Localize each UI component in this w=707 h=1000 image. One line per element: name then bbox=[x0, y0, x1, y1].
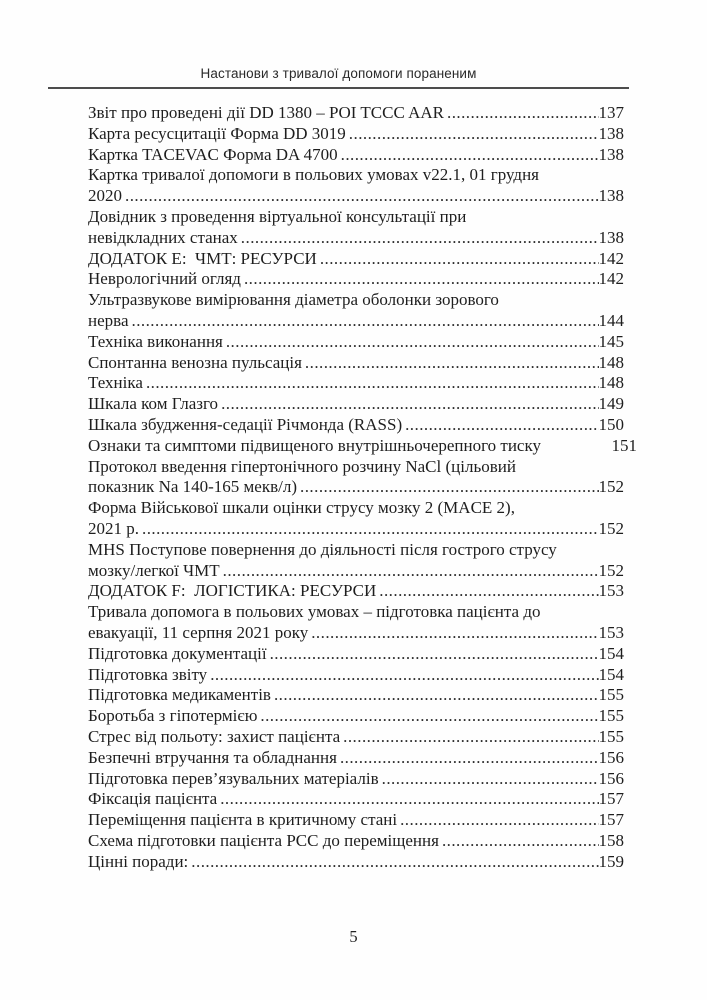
toc-entry-page-number: 153 bbox=[598, 581, 624, 601]
toc-dot-leader bbox=[129, 311, 599, 332]
toc-entry bbox=[88, 165, 637, 207]
toc-entry bbox=[88, 727, 637, 748]
toc-entry-line bbox=[88, 852, 637, 873]
toc-entry-title: Звіт про проведені дії DD 1380 – POI TCCC AAR bbox=[88, 103, 444, 122]
toc-entry-title: Боротьба з гіпотермією bbox=[88, 706, 258, 726]
toc-list bbox=[88, 103, 637, 872]
toc-entry bbox=[88, 665, 637, 686]
toc-entry-title: Довідник з проведення віртуальної консультації при bbox=[88, 206, 467, 226]
toc-dot-leader bbox=[188, 852, 598, 873]
toc-dot-leader bbox=[241, 269, 599, 290]
toc-entry-title: Ультразвукове вимірювання діаметра оболонки зорового bbox=[88, 290, 499, 310]
toc-entry bbox=[88, 207, 637, 249]
toc-entry-line bbox=[88, 769, 637, 790]
toc-entry-line bbox=[88, 332, 637, 353]
toc-entry-title: Стрес від польоту: захист пацієнта bbox=[88, 726, 341, 746]
toc-dot-leader bbox=[444, 103, 599, 124]
toc-entry-page-number: 138 bbox=[598, 123, 624, 143]
toc-entry-title: Картка TACEVAC Форма DA 4700 bbox=[88, 144, 338, 164]
toc-entry-page-number: 138 bbox=[598, 186, 624, 206]
toc-dot-leader bbox=[257, 706, 598, 727]
toc-entry-title: Картка тривалої допомоги в польових умовах v22.1, 01 грудня bbox=[88, 165, 539, 185]
toc-dot-leader bbox=[338, 145, 599, 166]
toc-entry-page-number: 156 bbox=[598, 747, 624, 767]
toc-entry-title: Тривала допомога в польових умовах – підготовка пацієнта до bbox=[88, 602, 541, 622]
toc-dot-leader bbox=[143, 373, 599, 394]
toc-entry-title: Ознаки та симптоми підвищеного внутрішньочерепного тиску bbox=[88, 435, 541, 455]
toc-entry bbox=[88, 124, 637, 145]
toc-entry bbox=[88, 540, 637, 582]
toc-entry bbox=[88, 353, 637, 374]
toc-dot-leader bbox=[376, 581, 598, 602]
toc-entry bbox=[88, 436, 637, 457]
toc-dot-leader bbox=[346, 124, 599, 145]
toc-dot-leader bbox=[337, 748, 599, 769]
toc-entry-title: MHS Поступове повернення до діяльності після гострого струсу bbox=[88, 539, 557, 559]
toc-entry bbox=[88, 831, 637, 852]
toc-entry-line bbox=[88, 665, 637, 686]
toc-dot-leader bbox=[207, 665, 598, 686]
toc-entry-page-number: 153 bbox=[598, 622, 624, 642]
toc-entry-line bbox=[88, 706, 637, 727]
toc-entry-title: Схема підготовки пацієнта PCC до переміщення bbox=[88, 830, 439, 850]
toc-entry bbox=[88, 748, 637, 769]
toc-dot-leader bbox=[267, 644, 599, 665]
toc-dot-leader bbox=[122, 186, 599, 207]
toc-entry-title: Неврологічний огляд bbox=[88, 269, 241, 289]
toc-entry-wrap-line bbox=[88, 498, 637, 519]
toc-entry-page-number: 138 bbox=[598, 227, 624, 247]
toc-entry-title: невідкладних станах bbox=[88, 227, 238, 247]
toc-entry-title: Протокол введення гіпертонічного розчину NaCl (цільовий bbox=[88, 456, 516, 476]
toc-entry-title: Спонтанна венозна пульсація bbox=[88, 352, 302, 372]
toc-entry-line bbox=[88, 228, 637, 249]
toc-dot-leader bbox=[220, 561, 599, 582]
toc-entry-page-number: 152 bbox=[598, 518, 624, 538]
toc-entry-line bbox=[88, 249, 637, 270]
toc-entry-title: Безпечні втручання та обладнання bbox=[88, 747, 337, 767]
toc-dot-leader bbox=[217, 789, 598, 810]
toc-dot-leader bbox=[223, 332, 599, 353]
toc-entry-title: 2020 bbox=[88, 186, 122, 206]
toc-entry bbox=[88, 373, 637, 394]
toc-dot-leader bbox=[340, 727, 598, 748]
toc-entry-page-number: 144 bbox=[598, 310, 624, 330]
toc-entry-line bbox=[88, 373, 637, 394]
toc-entry-line bbox=[88, 103, 637, 124]
toc-entry-page-number: 155 bbox=[598, 706, 624, 726]
toc-entry-line bbox=[88, 415, 637, 436]
toc-entry bbox=[88, 457, 637, 499]
toc-entry-line bbox=[88, 124, 637, 145]
toc-entry-title: нерва bbox=[88, 310, 129, 330]
toc-entry bbox=[88, 145, 637, 166]
toc-entry-page-number: 142 bbox=[598, 248, 624, 268]
toc-entry bbox=[88, 789, 637, 810]
toc-entry-line bbox=[88, 436, 637, 457]
toc-entry-title: Підготовка звіту bbox=[88, 664, 208, 684]
toc-entry-title: Переміщення пацієнта в критичному стані bbox=[88, 810, 398, 830]
toc-dot-leader bbox=[302, 353, 599, 374]
toc-entry bbox=[88, 602, 637, 644]
toc-entry bbox=[88, 852, 637, 873]
toc-entry-wrap-line bbox=[88, 165, 637, 186]
toc-dot-leader bbox=[297, 477, 598, 498]
toc-dot-leader bbox=[308, 623, 598, 644]
toc-entry-line bbox=[88, 353, 637, 374]
toc-entry-page-number: 150 bbox=[598, 414, 624, 434]
toc-entry-page-number: 137 bbox=[598, 103, 624, 122]
toc-entry-line bbox=[88, 561, 637, 582]
toc-entry bbox=[88, 249, 637, 270]
toc-entry-line bbox=[88, 519, 637, 540]
toc-entry-wrap-line bbox=[88, 540, 637, 561]
toc-entry-page-number: 138 bbox=[598, 144, 624, 164]
toc-entry-line bbox=[88, 727, 637, 748]
toc-entry-page-number: 157 bbox=[598, 810, 624, 830]
toc-entry-line bbox=[88, 623, 637, 644]
toc-entry-title: ДОДАТОК E: ЧМТ: РЕСУРСИ bbox=[88, 248, 317, 268]
toc-entry bbox=[88, 810, 637, 831]
toc-entry-page-number: 158 bbox=[598, 830, 624, 850]
toc-entry-line bbox=[88, 831, 637, 852]
toc-entry-line bbox=[88, 477, 637, 498]
toc-entry-line bbox=[88, 789, 637, 810]
toc-entry-page-number: 148 bbox=[598, 373, 624, 393]
toc-entry-wrap-line bbox=[88, 207, 637, 228]
toc-entry bbox=[88, 685, 637, 706]
toc-entry-title: Фіксація пацієнта bbox=[88, 789, 218, 809]
toc-dot-leader bbox=[271, 685, 599, 706]
header-rule bbox=[48, 87, 629, 89]
toc-entry bbox=[88, 581, 637, 602]
toc-entry-page-number: 145 bbox=[598, 331, 624, 351]
toc-entry-page-number: 152 bbox=[598, 477, 624, 497]
toc-entry-line bbox=[88, 145, 637, 166]
page-number: 5 bbox=[349, 927, 358, 946]
toc-dot-leader bbox=[397, 810, 598, 831]
toc-entry bbox=[88, 103, 637, 124]
toc-entry-page-number: 142 bbox=[598, 269, 624, 289]
toc-entry-page-number: 159 bbox=[598, 851, 624, 871]
toc-entry-page-number: 154 bbox=[598, 664, 624, 684]
running-header: Настанови з тривалої допомоги пораненим bbox=[200, 66, 477, 81]
toc-dot-leader bbox=[379, 769, 599, 790]
toc-dot-leader bbox=[238, 228, 599, 249]
toc-entry-title: ДОДАТОК F: ЛОГІСТИКА: РЕСУРСИ bbox=[88, 581, 377, 601]
toc-dot-leader bbox=[139, 519, 599, 540]
toc-entry bbox=[88, 394, 637, 415]
toc-entry-title: Техніка bbox=[88, 373, 143, 393]
toc-entry-page-number: 156 bbox=[598, 768, 624, 788]
toc-entry-title: Підготовка медикаментів bbox=[88, 685, 271, 705]
toc-entry-title: Підготовка документації bbox=[88, 643, 267, 663]
toc-entry-page-number: 155 bbox=[598, 726, 624, 746]
toc-dot-leader bbox=[317, 249, 599, 270]
toc-entry-page-number: 149 bbox=[598, 394, 624, 414]
toc-entry-page-number: 157 bbox=[598, 789, 624, 809]
toc-entry-page-number: 154 bbox=[598, 643, 624, 663]
toc-entry-title: евакуації, 11 серпня 2021 року bbox=[88, 622, 309, 642]
toc-entry-title: Форма Військової шкали оцінки струсу мозку 2 (MACE 2), bbox=[88, 498, 515, 518]
toc-entry-title: 2021 р. bbox=[88, 518, 139, 538]
toc-dot-leader bbox=[439, 831, 599, 852]
toc-entry-title: Техніка виконання bbox=[88, 331, 223, 351]
toc-entry-title: Цінні поради: bbox=[88, 851, 189, 871]
toc-dot-leader bbox=[402, 415, 598, 436]
toc-entry-line bbox=[88, 685, 637, 706]
toc-entry-page-number: 148 bbox=[598, 352, 624, 372]
toc-entry-line bbox=[88, 311, 637, 332]
toc-entry-page-number: 152 bbox=[598, 560, 624, 580]
toc-entry bbox=[88, 415, 637, 436]
toc-entry-line bbox=[88, 394, 637, 415]
toc-entry bbox=[88, 269, 637, 290]
toc-entry-line bbox=[88, 581, 637, 602]
toc-entry bbox=[88, 332, 637, 353]
toc-entry bbox=[88, 644, 637, 665]
toc-entry-page-number: 151 bbox=[611, 435, 637, 455]
toc-entry-title: Шкала збудження-седації Річмонда (RASS) bbox=[88, 414, 403, 434]
toc-entry bbox=[88, 769, 637, 790]
toc-entry bbox=[88, 290, 637, 332]
toc-entry-page-number: 155 bbox=[598, 685, 624, 705]
toc-entry bbox=[88, 498, 637, 540]
toc-entry-line bbox=[88, 748, 637, 769]
toc-entry-title: Підготовка перев’язувальних матеріалів bbox=[88, 768, 379, 788]
toc-entry-line bbox=[88, 186, 637, 207]
toc-entry bbox=[88, 706, 637, 727]
toc-entry-line bbox=[88, 810, 637, 831]
toc-entry-wrap-line bbox=[88, 602, 637, 623]
toc-entry-wrap-line bbox=[88, 290, 637, 311]
toc-entry-title: Карта ресусцитації Форма DD 3019 bbox=[88, 123, 346, 143]
toc-entry-title: Шкала ком Глазго bbox=[88, 394, 219, 414]
toc-entry-line bbox=[88, 644, 637, 665]
toc-entry-line bbox=[88, 269, 637, 290]
toc-entry-wrap-line bbox=[88, 457, 637, 478]
toc-entry-title: показник Na 140-165 мекв/л) bbox=[88, 477, 298, 497]
toc-entry-title: мозку/легкої ЧМТ bbox=[88, 560, 220, 580]
toc-dot-leader bbox=[218, 394, 598, 415]
